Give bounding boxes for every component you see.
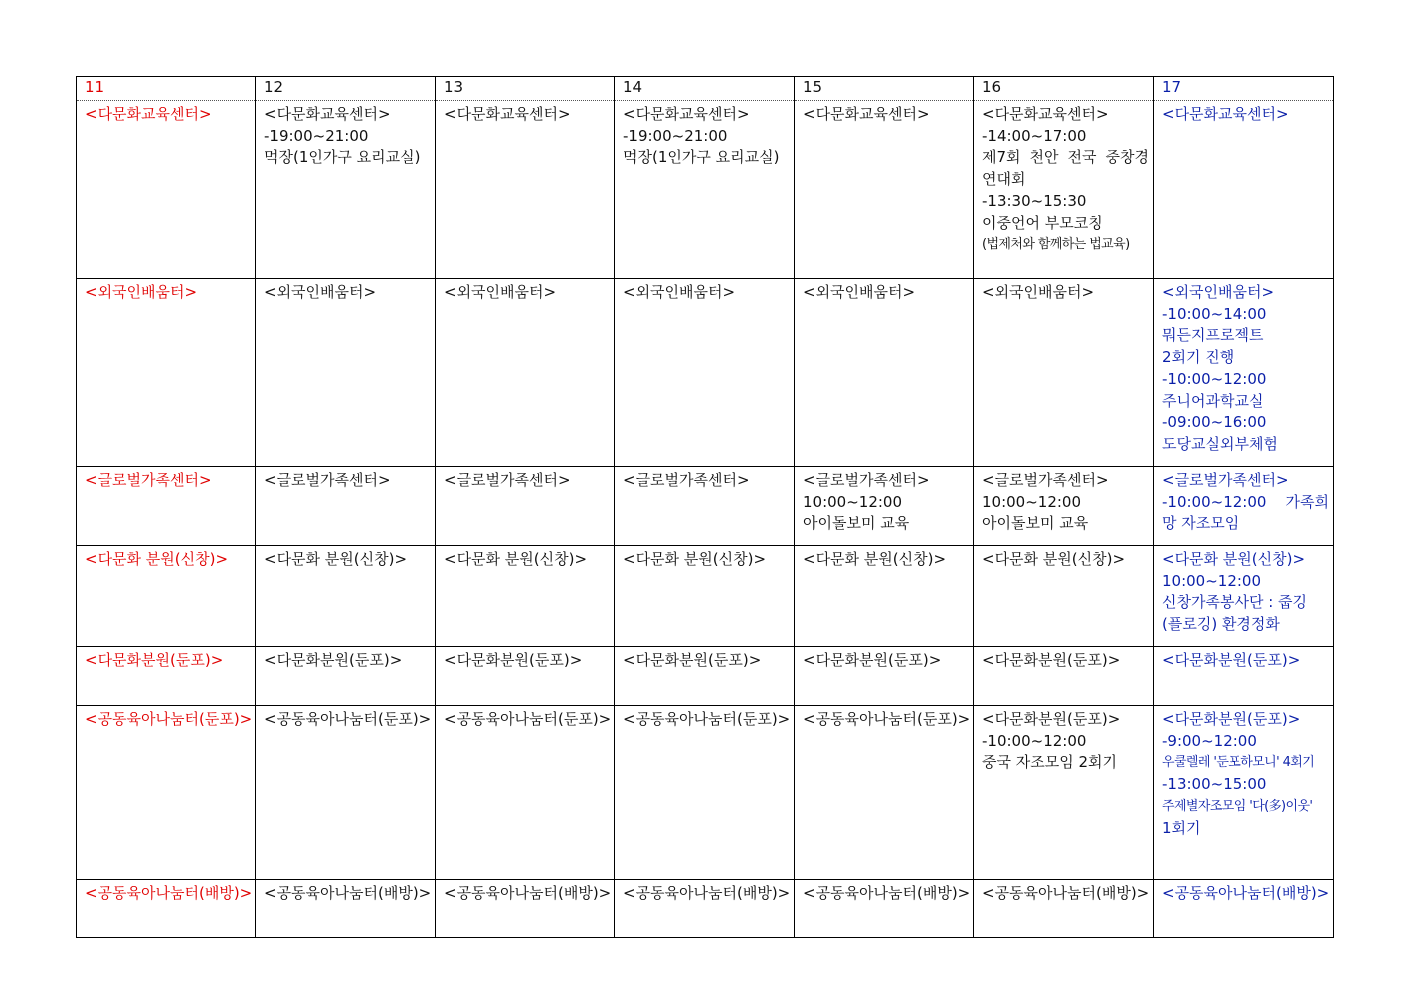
- schedule-cell: [974, 101, 1154, 279]
- schedule-cell: [256, 546, 436, 647]
- program-detail: 10:00~12:00: [803, 492, 903, 511]
- program-detail: -10:00~12:00: [1162, 369, 1267, 388]
- schedule-cell: [974, 467, 1154, 546]
- date-cell-tue: 13: [436, 77, 615, 101]
- program-title: <외국인배움터>: [1162, 283, 1275, 301]
- program-detail: 주니어과학교실: [1162, 391, 1264, 410]
- schedule-cell: [77, 101, 256, 279]
- program-detail: 우쿨렐레 '둔포하모니' 4회기: [1162, 755, 1315, 771]
- program-detail: -09:00~16:00: [1162, 413, 1267, 432]
- program-title: <다문화분원(둔포)>: [85, 651, 224, 669]
- schedule-cell: [256, 279, 436, 467]
- program-detail: 10:00~12:00: [1162, 571, 1262, 590]
- schedule-cell: [1154, 706, 1334, 880]
- schedule-cell: [974, 279, 1154, 467]
- schedule-cell: [436, 279, 615, 467]
- program-title: <다문화분원(둔포)>: [1162, 651, 1301, 669]
- program-detail: 제7회 천안 전국 중창경연대회: [982, 148, 1149, 189]
- program-title: <공동육아나눔터(배방)>: [982, 884, 1150, 902]
- schedule-row: [77, 467, 1334, 546]
- program-detail: 1회기: [1162, 818, 1201, 837]
- program-detail: -10:00~12:00 가족희망 자조모임: [1162, 492, 1329, 533]
- program-title: <다문화분원(둔포)>: [623, 651, 762, 669]
- schedule-cell: [256, 706, 436, 880]
- program-detail: 2회기 진행: [1162, 348, 1235, 367]
- program-title: <다문화 분원(신창)>: [444, 550, 588, 568]
- program-detail: -9:00~12:00: [1162, 731, 1257, 750]
- program-detail: (법제처와 함께하는 법교육): [982, 237, 1130, 253]
- program-title: <공동육아나눔터(둔포)>: [264, 710, 432, 728]
- schedule-cell: [615, 546, 795, 647]
- program-title: <다문화분원(둔포)>: [1162, 710, 1301, 728]
- program-title: <다문화분원(둔포)>: [982, 651, 1121, 669]
- program-detail: -13:00~15:00: [1162, 775, 1267, 794]
- schedule-cell: [795, 706, 974, 880]
- schedule-cell: [256, 647, 436, 706]
- schedule-row: [77, 546, 1334, 647]
- schedule-cell: [615, 279, 795, 467]
- date-cell-mon: 12: [256, 77, 436, 101]
- program-title: <공동육아나눔터(배방)>: [444, 884, 612, 902]
- schedule-cell: [615, 706, 795, 880]
- program-title: <외국인배움터>: [803, 283, 916, 301]
- program-title: <외국인배움터>: [982, 283, 1095, 301]
- schedule-cell: [436, 880, 615, 938]
- program-title: <공동육아나눔터(둔포)>: [623, 710, 791, 728]
- program-title: <외국인배움터>: [623, 283, 736, 301]
- schedule-cell: [1154, 880, 1334, 938]
- program-title: <다문화분원(둔포)>: [264, 651, 403, 669]
- program-title: <다문화교육센터>: [982, 105, 1109, 123]
- program-title: <다문화 분원(신창)>: [85, 550, 229, 568]
- schedule-cell: [436, 101, 615, 279]
- schedule-cell: [615, 467, 795, 546]
- schedule-cell: [256, 101, 436, 279]
- date-cell-sun: 11: [77, 77, 256, 101]
- program-title: <다문화분원(둔포)>: [444, 651, 583, 669]
- schedule-cell: [795, 880, 974, 938]
- program-title: <글로벌가족센터>: [1162, 471, 1289, 489]
- program-title: <글로벌가족센터>: [982, 471, 1109, 489]
- program-title: <글로벌가족센터>: [85, 471, 212, 489]
- schedule-cell: [77, 467, 256, 546]
- program-title: <글로벌가족센터>: [623, 471, 750, 489]
- program-detail: -13:30~15:30: [982, 191, 1087, 210]
- program-title: <글로벌가족센터>: [803, 471, 930, 489]
- program-detail: 10:00~12:00: [982, 492, 1082, 511]
- program-detail: -14:00~17:00: [982, 126, 1087, 145]
- program-title: <공동육아나눔터(둔포)>: [85, 710, 253, 728]
- program-detail: 먹장(1인가구 요리교실): [264, 148, 421, 167]
- schedule-cell: [1154, 546, 1334, 647]
- program-detail: 먹장(1인가구 요리교실): [623, 148, 780, 167]
- program-title: <다문화교육센터>: [444, 105, 571, 123]
- program-detail: 도당교실외부체험: [1162, 434, 1278, 453]
- schedule-cell: [795, 546, 974, 647]
- program-detail: 뭐든지프로젝트: [1162, 326, 1264, 345]
- schedule-cell: [974, 880, 1154, 938]
- program-title: <공동육아나눔터(둔포)>: [444, 710, 612, 728]
- program-detail: 이중언어 부모코칭: [982, 213, 1103, 232]
- program-title: <공동육아나눔터(배방)>: [623, 884, 791, 902]
- schedule-row: [77, 279, 1334, 467]
- program-title: <공동육아나눔터(배방)>: [85, 884, 253, 902]
- weekly-schedule-table: [76, 76, 1334, 938]
- program-title: <다문화분원(둔포)>: [803, 651, 942, 669]
- schedule-cell: [77, 647, 256, 706]
- schedule-cell: [615, 101, 795, 279]
- schedule-cell: [974, 546, 1154, 647]
- program-title: <글로벌가족센터>: [264, 471, 391, 489]
- schedule-cell: [795, 647, 974, 706]
- program-title: <다문화 분원(신창)>: [264, 550, 408, 568]
- schedule-cell: [1154, 279, 1334, 467]
- program-title: <다문화 분원(신창)>: [623, 550, 767, 568]
- date-row: [77, 77, 1334, 101]
- schedule-row: [77, 880, 1334, 938]
- schedule-cell: [256, 467, 436, 546]
- schedule-cell: [615, 880, 795, 938]
- schedule-cell: [436, 546, 615, 647]
- program-title: <다문화 분원(신창)>: [803, 550, 947, 568]
- schedule-cell: [974, 647, 1154, 706]
- program-detail: 아이돌보미 교육: [982, 514, 1089, 533]
- date-cell-sat: 17: [1154, 77, 1334, 101]
- schedule-cell: [77, 279, 256, 467]
- program-detail: -19:00~21:00: [264, 126, 369, 145]
- program-title: <공동육아나눔터(배방)>: [264, 884, 432, 902]
- program-detail: -10:00~14:00: [1162, 304, 1267, 323]
- program-title: <공동육아나눔터(배방)>: [1162, 884, 1330, 902]
- program-title: <다문화교육센터>: [803, 105, 930, 123]
- date-cell-wed: 14: [615, 77, 795, 101]
- schedule-cell: [1154, 467, 1334, 546]
- program-detail: -19:00~21:00: [623, 126, 728, 145]
- program-detail: 중국 자조모임 2회기: [982, 753, 1118, 772]
- schedule-cell: [795, 467, 974, 546]
- schedule-cell: [77, 706, 256, 880]
- program-title: <글로벌가족센터>: [444, 471, 571, 489]
- program-detail: -10:00~12:00: [982, 731, 1087, 750]
- date-cell-fri: 16: [974, 77, 1154, 101]
- program-detail: (플로깅) 환경정화: [1162, 615, 1280, 634]
- schedule-row: [77, 647, 1334, 706]
- program-title: <외국인배움터>: [264, 283, 377, 301]
- schedule-cell: [436, 467, 615, 546]
- program-title: <다문화교육센터>: [85, 105, 212, 123]
- program-title: <외국인배움터>: [444, 283, 557, 301]
- schedule-row: [77, 706, 1334, 880]
- schedule-cell: [77, 880, 256, 938]
- program-title: <외국인배움터>: [85, 283, 198, 301]
- program-title: <다문화교육센터>: [264, 105, 391, 123]
- program-title: <다문화교육센터>: [1162, 105, 1289, 123]
- schedule-cell: [974, 706, 1154, 880]
- schedule-cell: [1154, 647, 1334, 706]
- schedule-cell: [436, 647, 615, 706]
- schedule-cell: [256, 880, 436, 938]
- schedule-cell: [795, 101, 974, 279]
- date-cell-thu: 15: [795, 77, 974, 101]
- program-title: <다문화분원(둔포)>: [982, 710, 1121, 728]
- schedule-cell: [77, 546, 256, 647]
- program-title: <공동육아나눔터(둔포)>: [803, 710, 971, 728]
- schedule-cell: [615, 647, 795, 706]
- program-title: <공동육아나눔터(배방)>: [803, 884, 971, 902]
- program-detail: 주제별자조모임 '다(多)이웃': [1162, 798, 1313, 814]
- program-detail: 아이돌보미 교육: [803, 514, 910, 533]
- program-detail: 신창가족봉사단 : 줍깅: [1162, 593, 1308, 612]
- program-title: <다문화 분원(신창)>: [1162, 550, 1306, 568]
- program-title: <다문화 분원(신창)>: [982, 550, 1126, 568]
- schedule-cell: [1154, 101, 1334, 279]
- schedule-cell: [795, 279, 974, 467]
- schedule-cell: [436, 706, 615, 880]
- schedule-row: [77, 101, 1334, 279]
- program-title: <다문화교육센터>: [623, 105, 750, 123]
